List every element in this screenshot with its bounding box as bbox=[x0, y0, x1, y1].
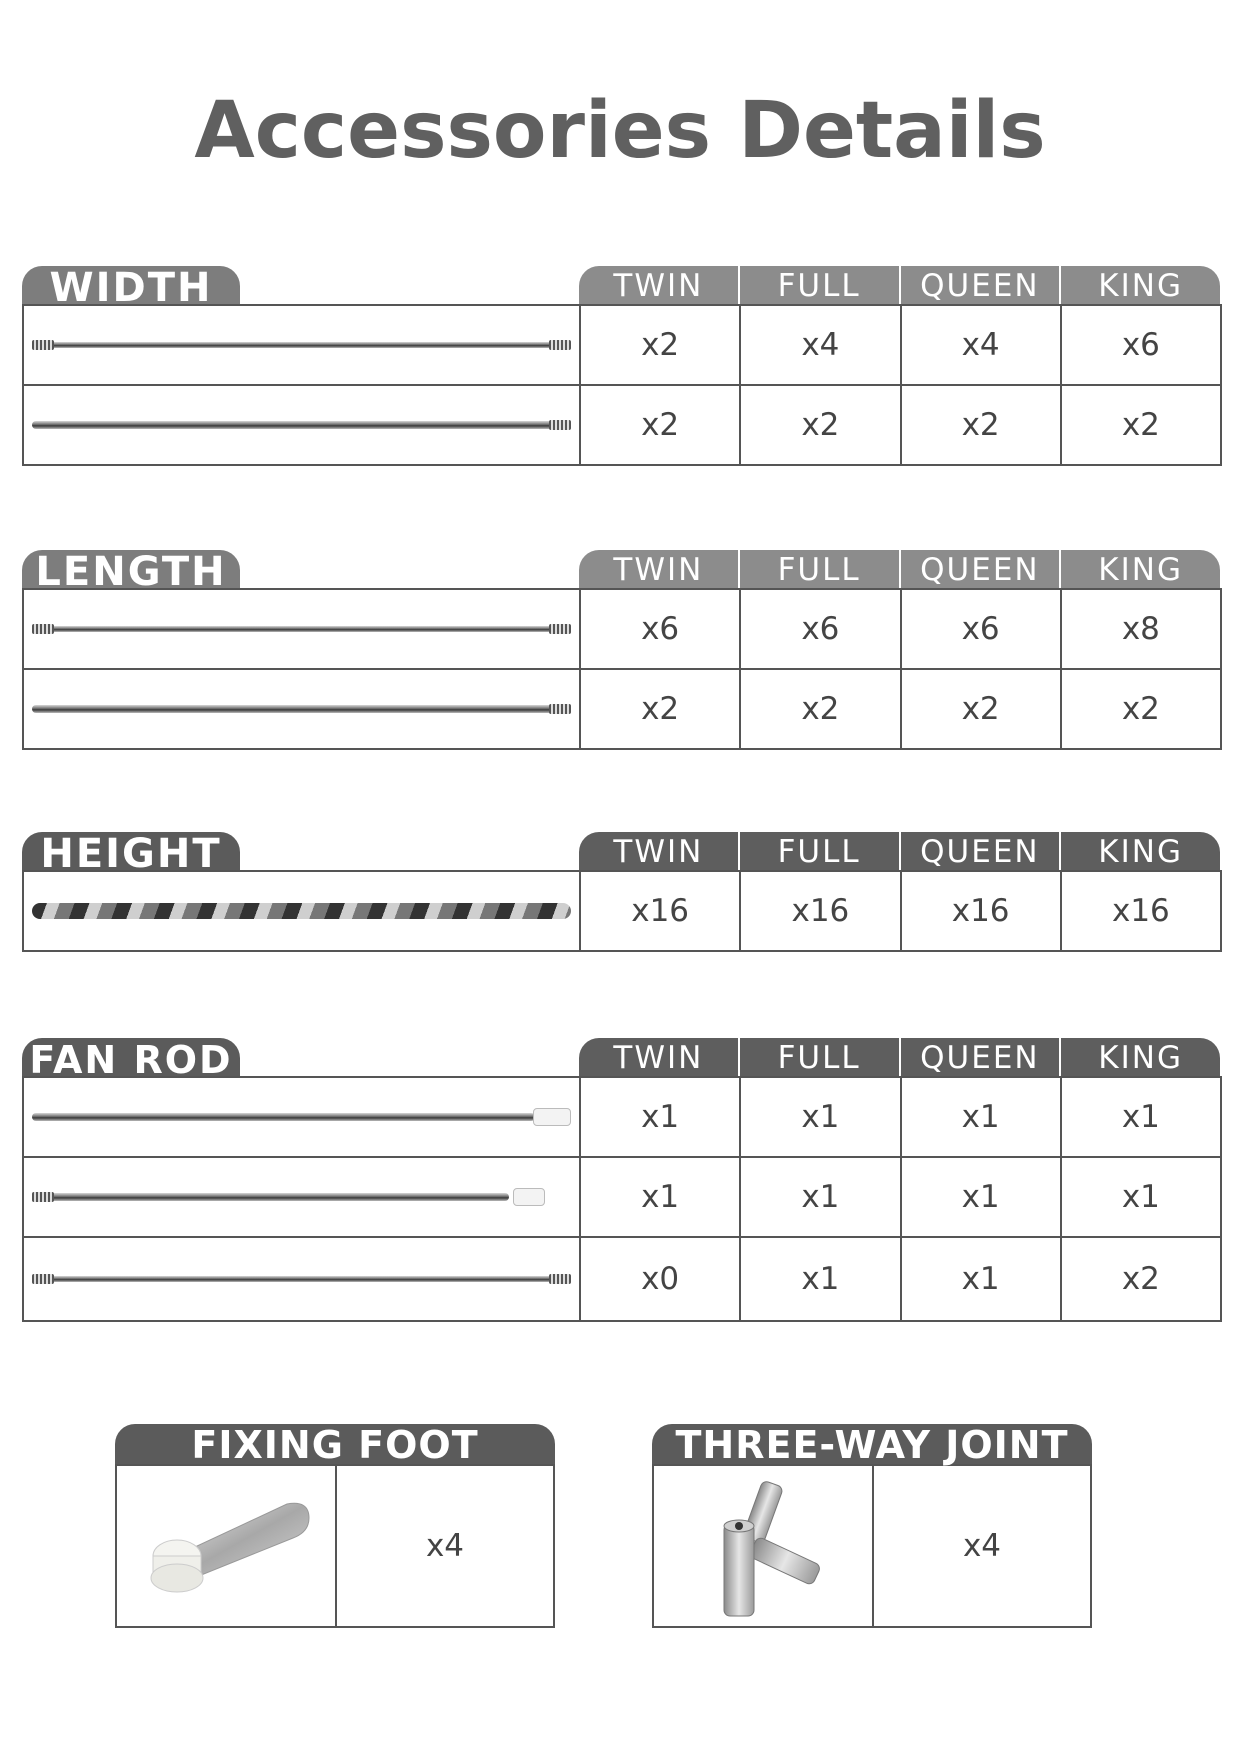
fan-rod-column-headers bbox=[579, 1038, 1220, 1076]
qty-cell: x16 bbox=[741, 872, 901, 950]
col-twin: TWIN bbox=[613, 552, 704, 588]
three-way-joint-section bbox=[652, 1424, 1092, 1628]
qty-cell: x1 bbox=[741, 1078, 901, 1156]
qty-cell: x1 bbox=[902, 1078, 1062, 1156]
qty-cell: x16 bbox=[1111, 893, 1170, 929]
fan-rod-table bbox=[22, 1076, 1222, 1322]
rod-image bbox=[24, 670, 581, 748]
col-king: KING bbox=[1059, 550, 1220, 588]
table-row bbox=[24, 590, 1220, 670]
length-column-headers bbox=[579, 550, 1220, 588]
qty-cell: x4 bbox=[902, 306, 1062, 384]
qty-cell: x1 bbox=[902, 1158, 1062, 1236]
rod-image bbox=[24, 1158, 581, 1236]
fixing-foot-table bbox=[115, 1464, 555, 1628]
qty-cell: x2 bbox=[581, 386, 741, 464]
page-title: Accessories Details bbox=[194, 86, 1046, 176]
qty-cell: x1 bbox=[581, 1158, 741, 1236]
fixing-foot-qty: x4 bbox=[425, 1528, 465, 1564]
col-twin: TWIN bbox=[613, 268, 704, 304]
col-full: FULL bbox=[738, 1038, 899, 1076]
qty-cell: x1 bbox=[1121, 1179, 1160, 1215]
col-queen: QUEEN bbox=[899, 832, 1060, 870]
qty-cell: x2 bbox=[1121, 407, 1160, 443]
width-column-headers bbox=[579, 266, 1220, 304]
table-row bbox=[24, 872, 1220, 952]
qty-cell: x6 bbox=[741, 590, 901, 668]
qty-cell: x2 bbox=[581, 306, 741, 384]
qty-cell: x6 bbox=[1121, 327, 1160, 363]
qty-cell: x2 bbox=[902, 670, 1062, 748]
qty-cell: x2 bbox=[1121, 691, 1160, 727]
length-table bbox=[22, 588, 1222, 750]
three-way-joint-image bbox=[654, 1466, 874, 1626]
col-full: FULL bbox=[738, 832, 899, 870]
qty-cell: x0 bbox=[581, 1238, 741, 1320]
qty-cell: x1 bbox=[741, 1158, 901, 1236]
qty-cell: x2 bbox=[741, 386, 901, 464]
qty-cell: x1 bbox=[1121, 1099, 1160, 1135]
qty-cell: x16 bbox=[581, 872, 741, 950]
rod-image bbox=[24, 386, 581, 464]
width-table bbox=[22, 304, 1222, 466]
col-twin: TWIN bbox=[613, 834, 704, 870]
length-label: LENGTH bbox=[22, 550, 240, 588]
col-queen: QUEEN bbox=[899, 550, 1060, 588]
three-way-joint-label: THREE-WAY JOINT bbox=[652, 1424, 1092, 1464]
qty-cell: x1 bbox=[581, 1078, 741, 1156]
three-way-joint-table bbox=[652, 1464, 1092, 1628]
table-row bbox=[24, 1158, 1220, 1238]
qty-cell: x2 bbox=[1121, 1261, 1160, 1297]
height-column-headers bbox=[579, 832, 1220, 870]
rod-image bbox=[24, 1078, 581, 1156]
qty-cell: x4 bbox=[741, 306, 901, 384]
qty-cell: x16 bbox=[902, 872, 1062, 950]
fan-rod-label: FAN ROD bbox=[22, 1038, 240, 1076]
qty-cell: x1 bbox=[741, 1238, 901, 1320]
rod-image bbox=[24, 872, 581, 950]
qty-cell: x6 bbox=[902, 590, 1062, 668]
height-table bbox=[22, 870, 1222, 952]
qty-cell: x6 bbox=[581, 590, 741, 668]
rod-image bbox=[24, 590, 581, 668]
rod-image bbox=[24, 1238, 581, 1320]
qty-cell: x1 bbox=[902, 1238, 1062, 1320]
table-row bbox=[24, 386, 1220, 466]
col-twin: TWIN bbox=[613, 1040, 704, 1076]
fixing-foot-section bbox=[115, 1424, 555, 1628]
col-full: FULL bbox=[738, 550, 899, 588]
col-queen: QUEEN bbox=[899, 1038, 1060, 1076]
col-king: KING bbox=[1059, 266, 1220, 304]
rod-image bbox=[24, 306, 581, 384]
width-label: WIDTH bbox=[22, 266, 240, 304]
col-king: KING bbox=[1059, 832, 1220, 870]
col-queen: QUEEN bbox=[899, 266, 1060, 304]
qty-cell: x8 bbox=[1121, 611, 1160, 647]
col-king: KING bbox=[1059, 1038, 1220, 1076]
height-label: HEIGHT bbox=[22, 832, 240, 870]
table-row bbox=[24, 1238, 1220, 1322]
fixing-foot-image bbox=[117, 1466, 337, 1626]
qty-cell: x2 bbox=[581, 670, 741, 748]
table-row bbox=[24, 670, 1220, 750]
table-row bbox=[24, 306, 1220, 386]
table-row bbox=[24, 1078, 1220, 1158]
col-full: FULL bbox=[738, 266, 899, 304]
qty-cell: x2 bbox=[741, 670, 901, 748]
fixing-foot-label: FIXING FOOT bbox=[115, 1424, 555, 1464]
qty-cell: x2 bbox=[902, 386, 1062, 464]
three-way-joint-qty: x4 bbox=[962, 1528, 1002, 1564]
